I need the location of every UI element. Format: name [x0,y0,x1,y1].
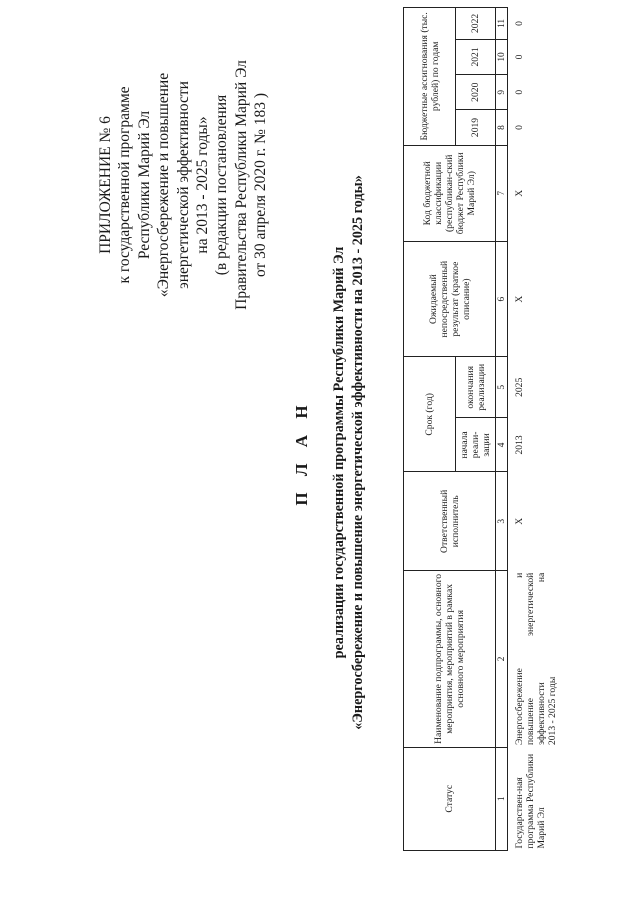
column-number: 4 [496,418,508,472]
header-result: Ожидаемый непосредственный результат (краткое описание) [404,242,496,357]
column-number: 9 [496,75,508,110]
row-name-line: Энергосбережение и [514,572,525,746]
row-term-end: 2025 [514,377,525,397]
row-status: Государствен-ная программа Республики Марий Эл [514,753,547,849]
column-number: 7 [496,145,508,241]
header-year-2019: 2019 [456,110,496,145]
column-number-row [496,8,508,851]
row-name-line: 2013 - 2025 годы [547,676,558,746]
plan-title: П Л А Н [292,399,311,506]
row-budget-code: Х [514,189,525,197]
appendix-line: к государственной программе [116,86,134,284]
plan-subtitle-2: «Энергосбережение и повышение энергетической эффективности на 2013 - 2025 годы» [350,175,366,730]
header-executor: Ответственный исполнитель [404,472,496,571]
header-year-2022: 2022 [456,8,496,40]
column-number: 2 [496,571,508,747]
appendix-line: «Энергосбережение и повышение [155,72,173,298]
plan-subtitle-1: реализации государственной программы Республики Марий Эл [331,246,347,659]
column-number: 6 [496,242,508,357]
plan-table [403,7,559,851]
row-result: Х [514,295,525,303]
row-value-2022: 0 [514,21,525,26]
table-header-row [404,8,456,851]
column-number: 3 [496,472,508,571]
header-budget: Бюджетные ассигнования (тыс. рублей) по годам [404,8,456,146]
column-number: 1 [496,747,508,850]
appendix-line: Республики Марий Эл [135,110,153,260]
table-row [508,8,560,851]
appendix-line: от 30 апреля 2020 г. № 183 ) [252,92,270,278]
row-term-start: 2013 [514,435,525,455]
header-name: Наименование подпрограммы, основного мероприятия, мероприятий в рамках основного мероприятия [404,571,496,747]
header-term-end: окончания реализации [456,357,496,418]
appendix-line: на 2013 - 2025 годы» [194,116,212,254]
row-value-2021: 0 [514,54,525,60]
appendix-block [96,25,271,345]
row-value-2020: 0 [514,89,525,95]
row-name-line: повышение энергетической [525,572,536,746]
appendix-line: (в редакции постановления [213,94,231,276]
header-term: Срок (год) [404,357,456,472]
row-value-2019: 0 [514,125,525,130]
column-number: 8 [496,110,508,145]
row-name [508,571,560,747]
header-year-2021: 2021 [456,39,496,74]
appendix-line: энергетической эффективности [174,81,192,289]
plan-heading [292,30,368,875]
column-number: 10 [496,39,508,74]
header-year-2020: 2020 [456,75,496,110]
column-number: 5 [496,357,508,418]
appendix-line: Правительства Республики Марий Эл [232,60,250,310]
header-status: Статус [404,747,496,850]
row-executor: Х [514,517,525,525]
row-name-line: эффективности на [536,572,547,746]
header-budget-code: Код бюджетной классификации (республикан-ский бюджет Республики Марий Эл) [404,145,496,241]
appendix-line: ПРИЛОЖЕНИЕ № 6 [97,116,114,254]
header-term-start: начала реали-зации [456,418,496,472]
column-number: 11 [496,8,508,40]
